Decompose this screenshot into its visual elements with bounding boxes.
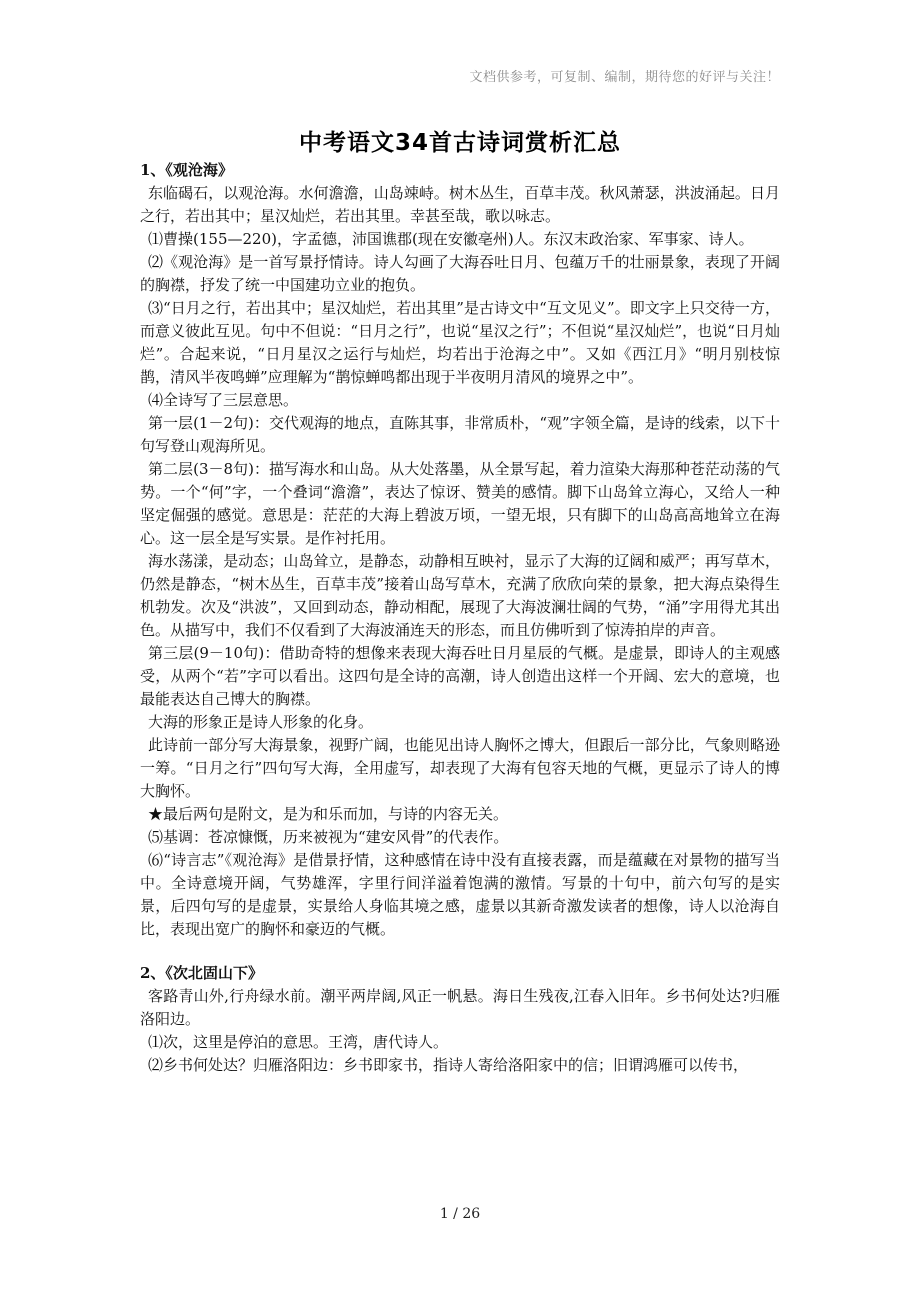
poem-text: 客路青山外,行舟绿水前。潮平两岸阔,风正一帆悬。海日生残夜,江春入旧年。乡书何处达?归雁洛阳边。 (140, 987, 780, 1028)
poem-text: 东临碣石，以观沧海。水何澹澹，山岛竦峙。树木丛生，百草丰茂。秋风萧瑟，洪波涌起。日月之行，若出其中；星汉灿烂，若出其里。幸甚至哉，歌以咏志。 (140, 184, 780, 225)
document-body (140, 158, 780, 1077)
paragraph: ⑵《观沧海》是一首写景抒情诗。诗人勾画了大海吞吐日月、包蕴万千的壮丽景象，表现了开阔的胸襟，抒发了统一中国建功立业的抱负。 (140, 253, 780, 294)
paragraph: ★最后两句是附文，是为和乐而加，与诗的内容无关。 (148, 805, 509, 823)
paragraph: ⑶“日月之行，若出其中；星汉灿烂，若出其里”是古诗文中“互文见义”。即文字上只交待一方，而意义彼此互见。句中不但说：“日月之行”，也说“星汉之行”；不但说“星汉灿烂”，也说“日月灿烂”。合起来说，“日月星汉之运行与灿烂，均若出于沧海之中”。又如《西江月》“明月别枝惊鹊，清风半夜鸣蝉”应理解为“鹊惊蝉鸣都出现于半夜明月清风的境界之中”。 (140, 299, 780, 386)
paragraph: ⑴曹操(155—220)，字孟德，沛国谯郡(现在安徽亳州)人。东汉末政治家、军事家、诗人。 (148, 230, 754, 248)
paragraph: 海水荡漾，是动态；山岛耸立，是静态，动静相互映衬，显示了大海的辽阔和威严；再写草木，仍然是静态，“树木丛生，百草丰茂”接着山岛写草木，充满了欣欣向荣的景象，把大海点染得生机勃发。次及“洪波”，又回到动态，静动相配，展现了大海波澜壮阔的气势，“涌”字用得尤其出色。从描写中，我们不仅看到了大海波涌连天的形态，而且仿佛听到了惊涛拍岸的声音。 (140, 552, 780, 639)
watermark-text: 文档供参考，可复制、编制，期待您的好评与关注！ (469, 70, 780, 85)
paragraph: 此诗前一部分写大海景象，视野广阔，也能见出诗人胸怀之博大，但跟后一部分比，气象则略逊一筹。“日月之行”四句写大海，全用虚写，却表现了大海有包容天地的气概，更显示了诗人的博大胸怀。 (140, 736, 780, 800)
section-heading-ci-bei-gu-shan-xia: 2、《次北固山下》 (140, 964, 263, 982)
section-heading-guan-cang-hai: 1、《观沧海》 (140, 161, 233, 179)
paragraph: 第一层(1－2句)：交代观海的地点，直陈其事，非常质朴，“观”字领全篇，是诗的线索，以下十句写登山观海所见。 (140, 414, 780, 455)
paragraph: ⑴次，这里是停泊的意思。王湾，唐代诗人。 (148, 1033, 449, 1051)
paragraph: ⑷全诗写了三层意思。 (148, 391, 299, 409)
paragraph: ⑵乡书何处达？归雁洛阳边：乡书即家书，指诗人寄给洛阳家中的信；旧谓鸿雁可以传书， (148, 1056, 749, 1074)
document-title: 中考语文34首古诗词赏析汇总 (298, 130, 621, 156)
paragraph: 第二层(3－8句)：描写海水和山岛。从大处落墨，从全景写起，着力渲染大海那种苍茫动荡的气势。一个“何”字，一个叠词“澹澹”，表达了惊讶、赞美的感情。脚下山岛耸立海心，又给人一种坚定倔强的感觉。意思是：茫茫的大海上碧波万顷，一望无垠，只有脚下的山岛高高地耸立在海心。这一层全是写实景。是作衬托用。 (140, 460, 780, 547)
paragraph: 大海的形象正是诗人形象的化身。 (148, 713, 374, 731)
paragraph: 第三层(9－10句)：借助奇特的想像来表现大海吞吐日月星辰的气概。是虚景，即诗人的主观感受，从两个“若”字可以看出。这四句是全诗的高潮，诗人创造出这样一个开阔、宏大的意境，也最能表达自己博大的胸襟。 (140, 644, 780, 708)
page-number: 1 / 26 (439, 1206, 481, 1222)
paragraph: ⑸基调：苍凉慷慨，历来被视为“建安风骨”的代表作。 (148, 828, 509, 846)
paragraph: ⑹“诗言志”《观沧海》是借景抒情，这种感情在诗中没有直接表露，而是蕴藏在对景物的描写当中。全诗意境开阔，气势雄浑，字里行间洋溢着饱满的激情。写景的十句中，前六句写的是实景，后四句写的是虚景，实景给人身临其境之感，虚景以其新奇激发读者的想像，诗人以沧海自比，表现出宽广的胸怀和豪迈的气概。 (140, 851, 780, 938)
